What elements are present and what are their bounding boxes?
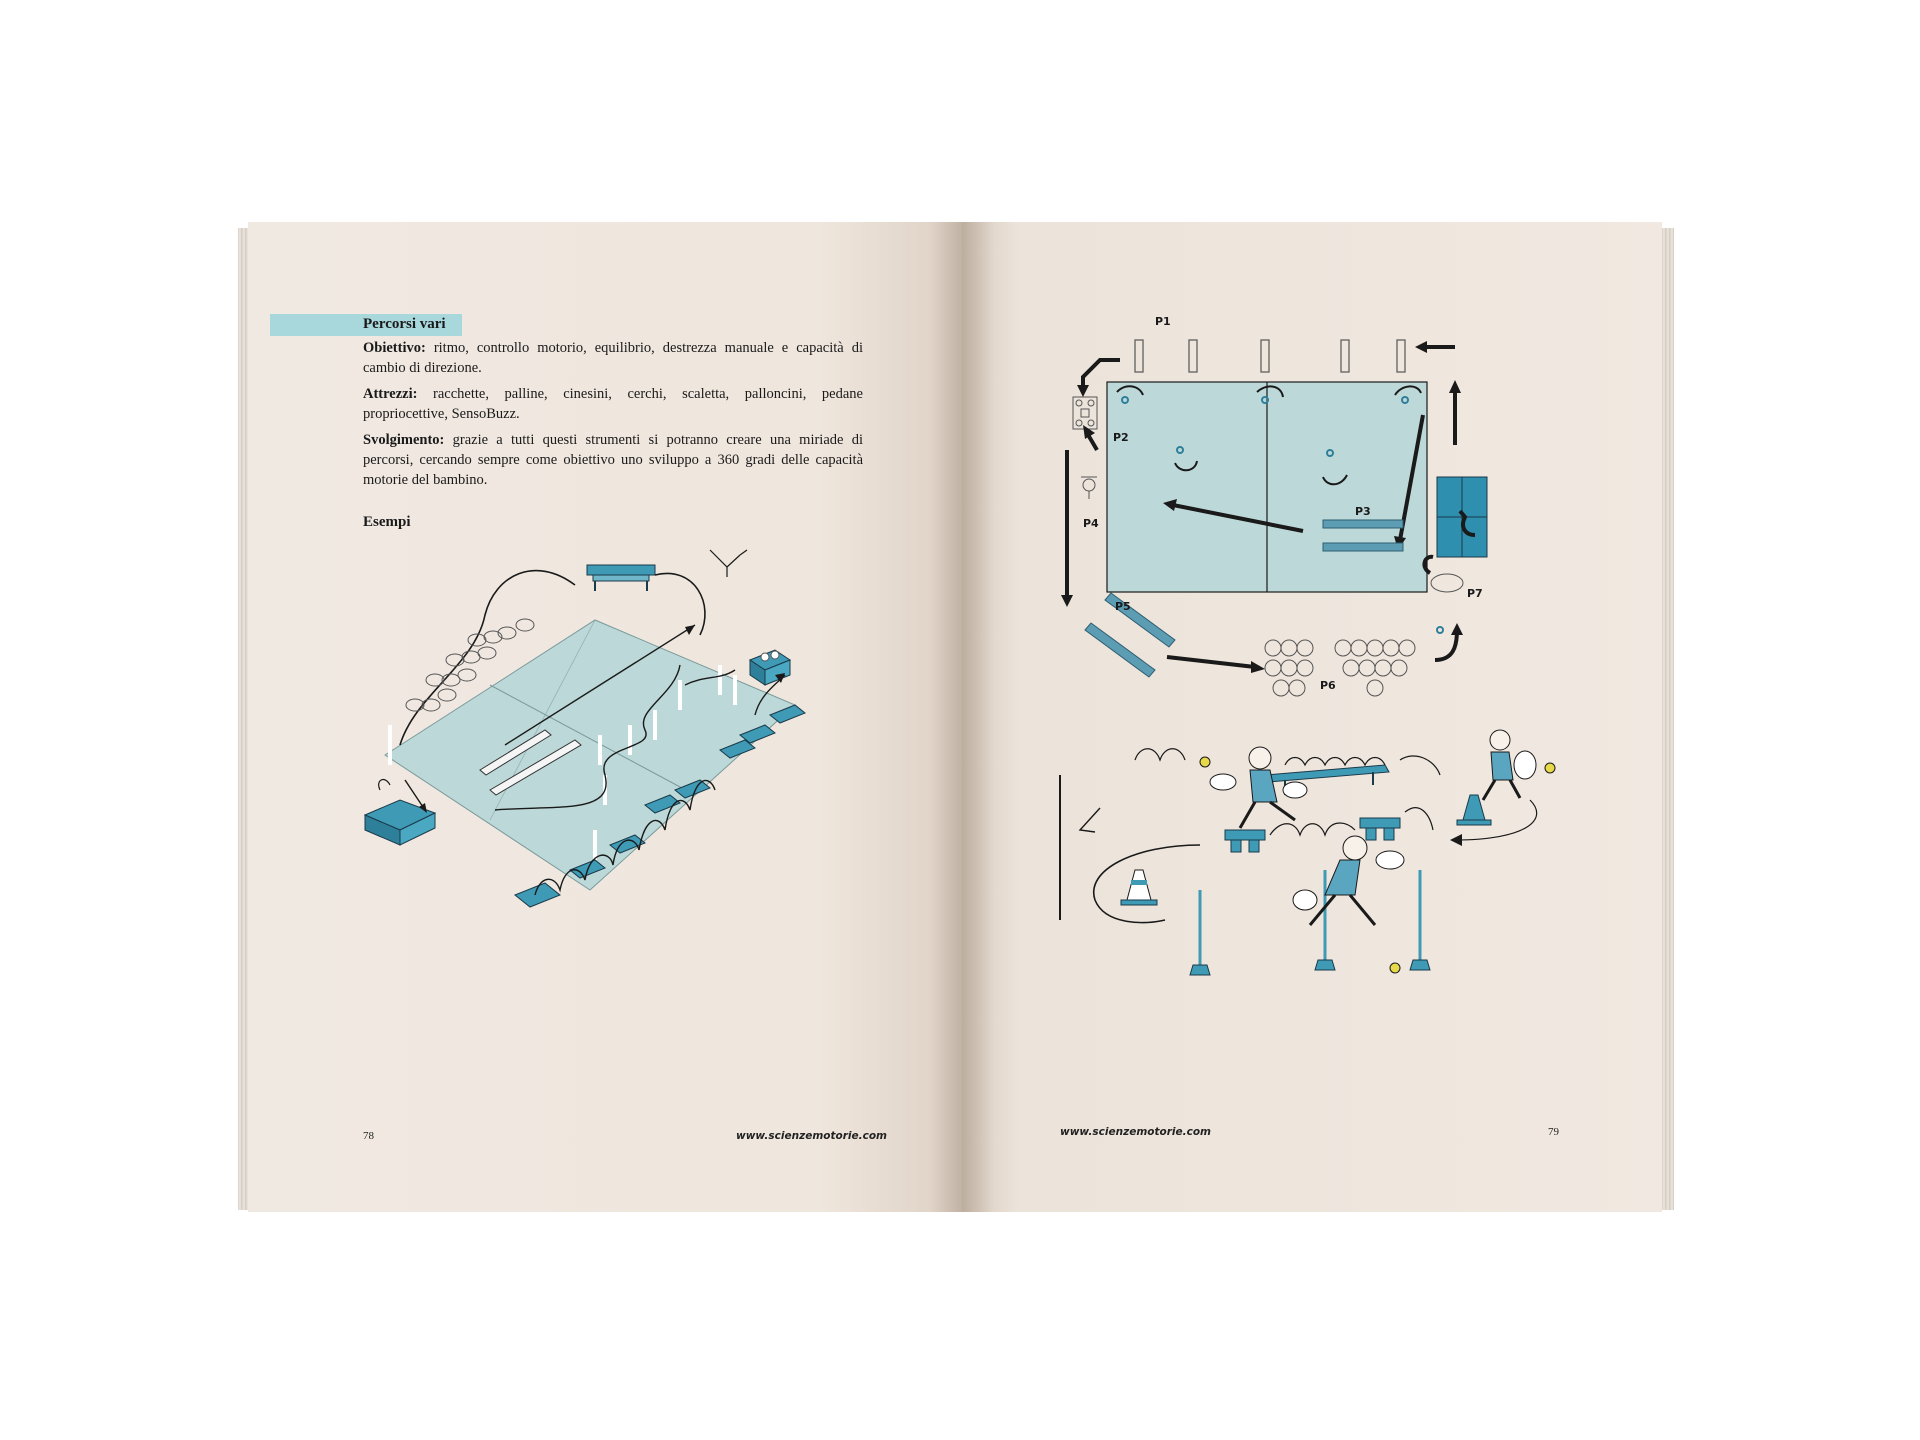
p7-ladder-icon [1424, 477, 1487, 592]
child-with-racket-icon [1200, 747, 1307, 828]
examples-title: Esempi [363, 514, 411, 530]
p6-hoops-icon [1265, 640, 1415, 696]
label-p4: P4 [1083, 517, 1099, 530]
p4-hurdle-icon [1081, 477, 1097, 499]
right-page-number: 79 [1548, 1126, 1559, 1138]
label-p6: P6 [1320, 679, 1336, 692]
equipment-paragraph: Attrezzi: racchette, palline, cinesini, cerchi, scaletta, palloncini, pedane propriocettive, SensoBuzz. [363, 386, 863, 422]
label-p7: P7 [1467, 587, 1483, 600]
book-gutter [930, 222, 994, 1212]
child-slalom-icon [1293, 836, 1404, 973]
label-p3: P3 [1355, 505, 1371, 518]
procedure-paragraph: Svolgimento: grazie a tutti questi strumenti si potranno creare una miriade di percorsi, cercando sempre come obiettivo uno sviluppo a 360 gradi delle capacità motorie del bambino. [363, 432, 863, 488]
basketball-hoop-icon [710, 550, 747, 577]
child-running-icon [1483, 730, 1555, 800]
right-footer-url: www.scienzemotorie.com [1060, 1126, 1211, 1138]
children-course-illustration [1055, 720, 1575, 1000]
traffic-cone-left-icon [1121, 870, 1157, 905]
p1-posts-icon [1135, 340, 1405, 372]
description-block [363, 338, 863, 496]
slalom-gates-icon [1200, 870, 1420, 965]
isometric-course-illustration [355, 545, 875, 935]
section-title: Percorsi vari [363, 316, 446, 332]
left-page-number: 78 [363, 1130, 374, 1142]
traffic-cone-right-icon [1457, 795, 1491, 825]
label-p1: P1 [1155, 315, 1171, 328]
p2-agility-box-icon [1073, 397, 1097, 429]
left-footer-url: www.scienzemotorie.com [736, 1130, 887, 1142]
objective-paragraph: Obiettivo: ritmo, controllo motorio, equilibrio, destrezza manuale e capacità di cambio di direzione. [363, 340, 863, 376]
bench-top-icon [587, 565, 655, 591]
station-course-diagram [1055, 305, 1575, 705]
label-p5: P5 [1115, 600, 1131, 613]
step-platforms-icon [1225, 818, 1400, 852]
label-p2: P2 [1113, 431, 1129, 444]
ball-box-icon [750, 650, 790, 685]
